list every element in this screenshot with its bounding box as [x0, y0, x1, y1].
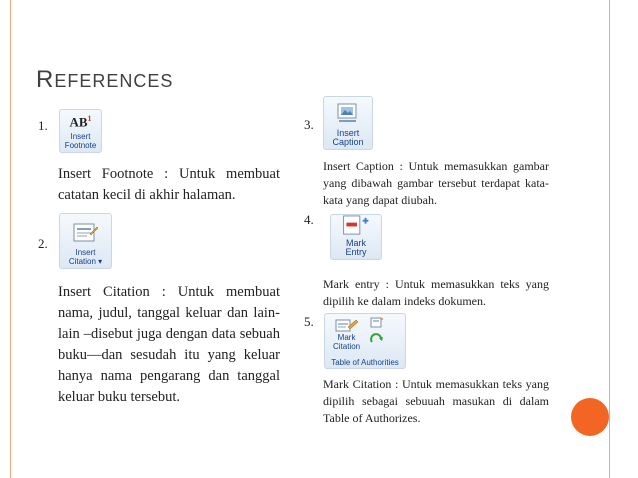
item-number-3: 3. — [304, 117, 314, 132]
item-number-1: 1. — [38, 118, 48, 133]
item-description-5: Mark Citation : Untuk memasukkan teks yang dipilih sebagai sebuuah masukan di dalam Table of Authorizes. — [323, 377, 549, 425]
insert-citation-icon — [73, 222, 99, 244]
update-table-icon — [370, 332, 384, 344]
insert-footnote-icon: $AB^1$ — [69, 113, 92, 129]
accent-dot — [571, 398, 609, 436]
item-description-2: Insert Citation : Untuk membuat nama, judul, tanggal keluar dan lain-lain –disebut juga dengan data sebuah buku—dan sesudah itu yang keluar hanya nama pengarang dan tanggal keluar buku tersebut. — [58, 284, 280, 405]
insert-citation-button[interactable]: Insert Citation ▾ — [59, 213, 112, 269]
mark-entry-button[interactable]: Mark Entry — [330, 214, 382, 260]
insert-caption-button[interactable]: Insert Caption — [323, 96, 373, 150]
item-number-4: 4. — [304, 212, 314, 227]
insert-caption-icon — [336, 103, 360, 125]
item-number-2: 2. — [38, 236, 48, 251]
mark-citation-group[interactable]: Mark Citation Table of Authorities — [324, 313, 406, 369]
insert-footnote-button[interactable]: $AB^1$ Insert Footnote — [59, 109, 102, 153]
item-description-4: Mark entry : Untuk memasukkan teks yang dipilih ke dalam indeks dokumen. — [323, 277, 549, 308]
slide-title: REFERENCES — [36, 66, 174, 93]
insert-table-of-authorities-icon — [370, 317, 384, 329]
group-label-table-of-authorities: Table of Authorities — [331, 358, 399, 367]
mark-citation-icon — [334, 317, 360, 333]
item-number-5: 5. — [304, 314, 314, 329]
mark-entry-icon — [341, 215, 371, 236]
item-description-1: Insert Footnote : Untuk membuat catatan kecil di akhir halaman. — [58, 166, 280, 203]
item-description-3: Insert Caption : Untuk memasukkan gambar yang dibawah gambar tersebut terdapat kata-kata yang dapat diubah. — [323, 159, 549, 207]
